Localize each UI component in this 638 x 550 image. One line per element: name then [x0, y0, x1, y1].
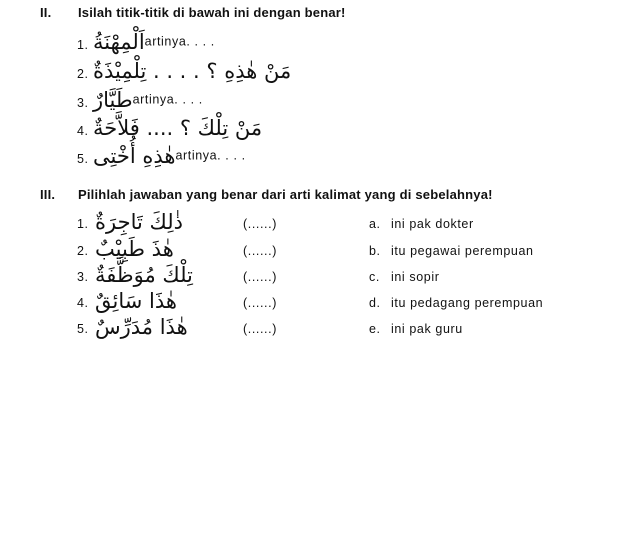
s3-option-d-text: itu pedagang perempuan [391, 296, 544, 310]
s3-item-5-arabic: هٰذَا مُدَرِّسٌ [95, 315, 188, 339]
s2-item-3-arabic: طَيَّارٌ [93, 88, 133, 112]
s2-item-2-arabic: مَنْ هٰذِهِ ؟ . . . . تِلْمِيْذَةٌ [93, 59, 292, 83]
s3-row-5 [0, 315, 638, 341]
s2-item-3 [93, 88, 203, 112]
s3-row-3 [0, 263, 638, 289]
s2-item-5-arabic: هٰذِهِ أُخْتِى [93, 144, 176, 168]
section-3-heading [40, 187, 493, 202]
s3-row-1 [0, 210, 638, 236]
s3-item-4-blank: (......) [243, 296, 277, 310]
s3-item-3-blank: (......) [243, 270, 277, 284]
s3-row-4 [0, 289, 638, 315]
s2-item-5-number: 5. [77, 152, 89, 166]
section-2-heading [40, 5, 346, 20]
s3-option-a-text: ini pak dokter [391, 217, 474, 231]
s3-item-1-arabic: ذٰلِكَ تَاجِرَةٌ [95, 210, 183, 234]
s2-item-5 [93, 144, 246, 168]
s2-item-3-text: artinya. . . . [132, 92, 203, 107]
s3-option-e-text: ini pak guru [391, 322, 463, 336]
s2-item-1-arabic: اَلْمِهْنَةُ [93, 30, 145, 54]
s3-row-2 [0, 237, 638, 263]
s3-option-c-text: ini sopir [391, 270, 440, 284]
s2-item-1-number: 1. [77, 38, 89, 52]
s2-item-1 [93, 30, 215, 54]
s3-item-3-number: 3. [77, 270, 89, 284]
s2-item-3-number: 3. [77, 96, 89, 110]
section-2-instruction: Isilah titik-titik di bawah ini dengan benar! [78, 5, 346, 20]
s2-item-5-text: artinya. . . . [175, 148, 246, 163]
section-3-numeral: III. [40, 187, 56, 202]
s2-item-4 [93, 116, 262, 140]
s3-item-4-number: 4. [77, 296, 89, 310]
s3-item-1-blank: (......) [243, 217, 277, 231]
s2-item-2-number: 2. [77, 67, 89, 81]
s2-item-2 [93, 59, 291, 83]
s2-item-4-arabic: مَنْ تِلْكَ ؟ .... فَلاَّحَةٌ [93, 116, 263, 140]
s3-item-3-arabic: تِلْكَ مُوَظَّفَةٌ [95, 263, 193, 287]
s2-item-4-number: 4. [77, 124, 89, 138]
s3-item-4-arabic: هٰذَا سَائِقٌ [95, 289, 177, 313]
s3-item-2-number: 2. [77, 244, 89, 258]
s3-option-c-letter: c. [369, 270, 380, 284]
s3-option-b-letter: b. [369, 244, 381, 258]
s3-item-2-blank: (......) [243, 244, 277, 258]
s3-option-a-letter: a. [369, 217, 381, 231]
s3-item-5-blank: (......) [243, 322, 277, 336]
s3-option-d-letter: d. [369, 296, 381, 310]
s2-item-1-text: artinya. . . . [144, 34, 215, 49]
s3-option-b-text: itu pegawai perempuan [391, 244, 534, 258]
s3-item-1-number: 1. [77, 217, 89, 231]
s3-item-5-number: 5. [77, 322, 89, 336]
section-2-numeral: II. [40, 5, 52, 20]
s3-item-2-arabic: هٰذَ طَبِيْبٌ [95, 237, 174, 261]
s3-option-e-letter: e. [369, 322, 381, 336]
section-3-instruction: Pilihlah jawaban yang benar dari arti kalimat yang di sebelahnya! [78, 187, 493, 202]
